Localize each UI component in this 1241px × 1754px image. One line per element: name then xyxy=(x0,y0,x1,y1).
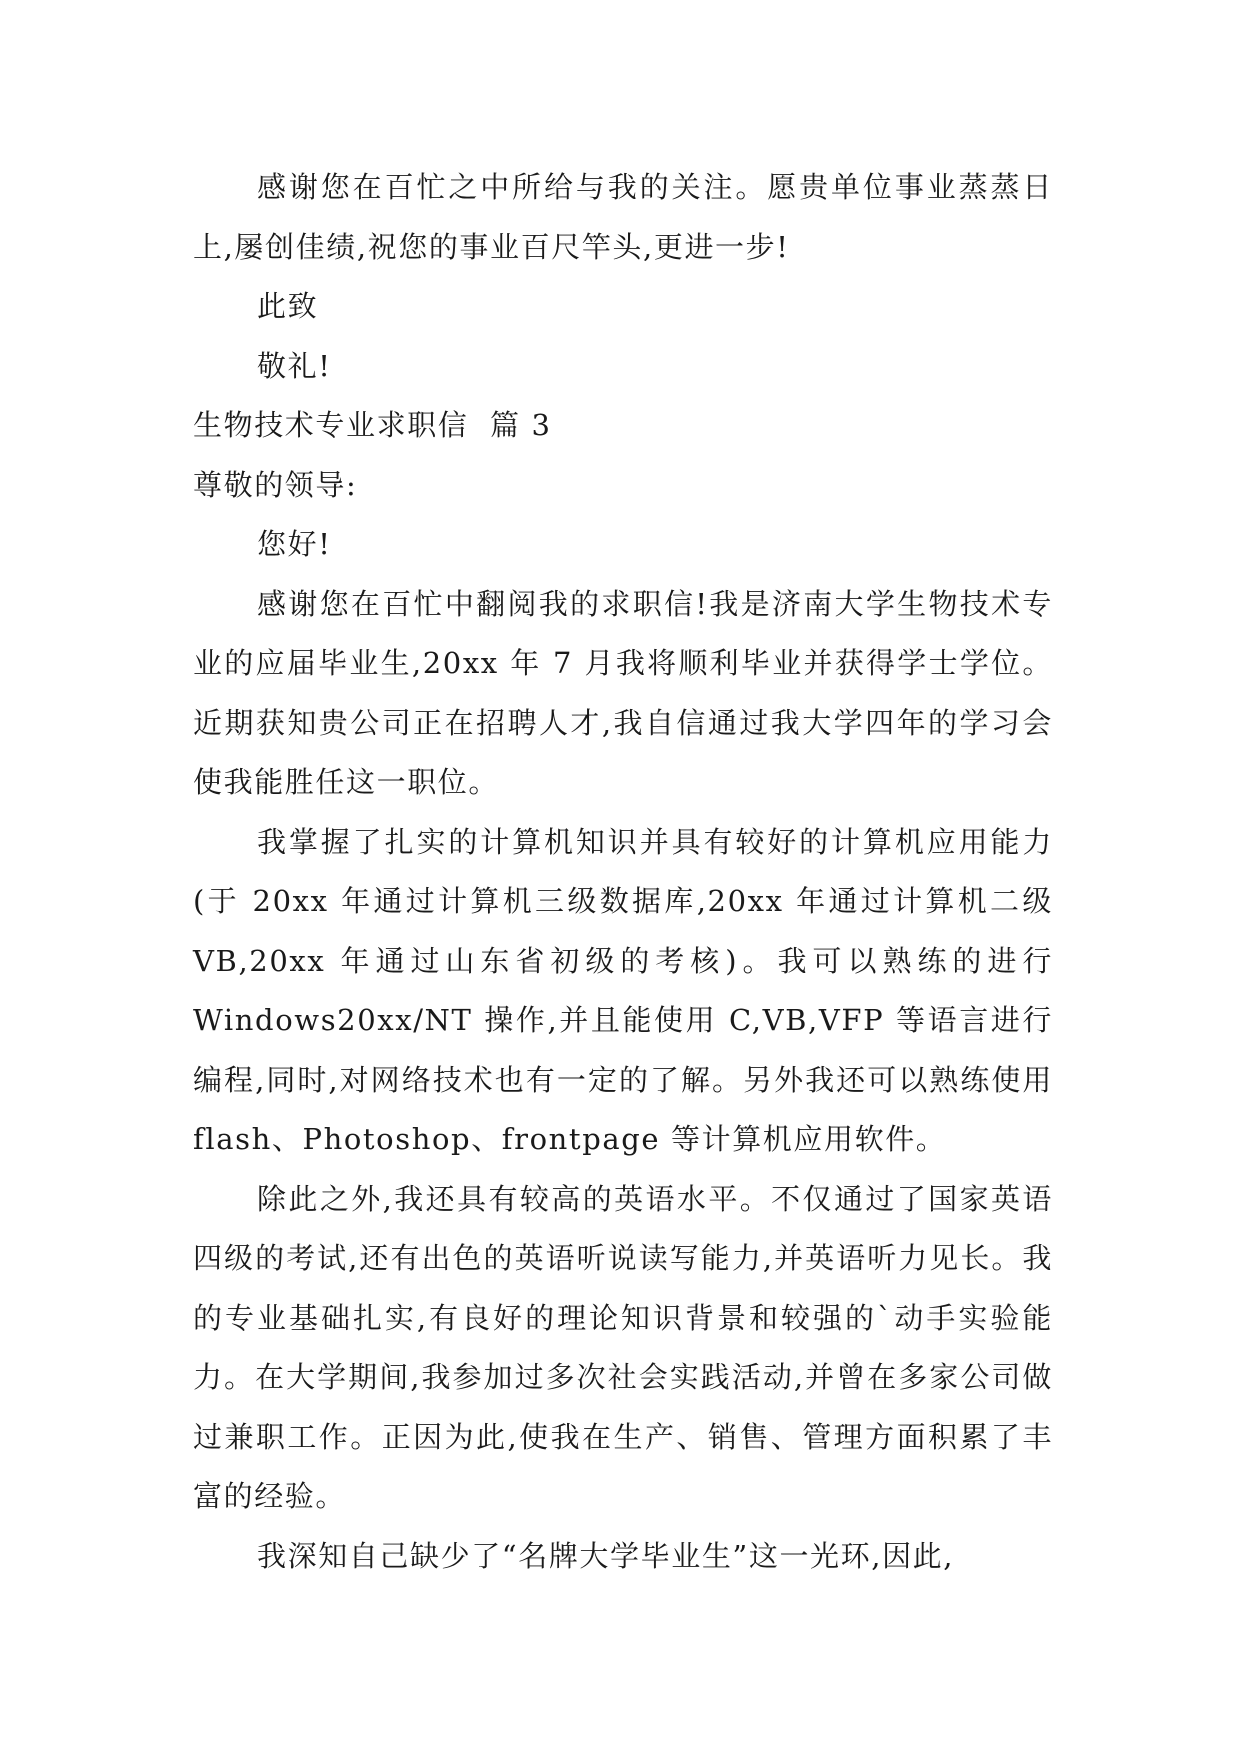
letter-body xyxy=(193,158,1053,1586)
computer-skills-paragraph: 我掌握了扎实的计算机知识并具有较好的计算机应用能力(于 20xx 年通过计算机三级数据库,20xx 年通过计算机二级 VB,20xx 年通过山东省初级的考核)。我可以熟练的进行 Windows20xx/NT 操作,并且能使用 C,VB,VFP 等语言进行编程,同时,对网络技术也有一定的了解。另外我还可以熟练使用 flash、Photoshop、frontpage 等计算机应用软件。 xyxy=(193,824,1053,1156)
recipient-line: 尊敬的领导: xyxy=(193,467,358,502)
salutation-line: 此致 xyxy=(257,289,319,323)
regards-line: 敬礼! xyxy=(257,348,332,383)
english-skills-paragraph: 除此之外,我还具有较高的英语水平。不仅通过了国家英语四级的考试,还有出色的英语听说读写能力,并英语听力见长。我的专业基础扎实,有良好的理论知识背景和较强的`动手实验能力。在大学期间,我参加过多次社会实践活动,并曾在多家公司做过兼职工作。正因为此,使我在生产、销售、管理方面积累了丰富的经验。 xyxy=(193,1181,1053,1513)
closing-paragraph: 感谢您在百忙之中所给与我的关注。愿贵单位事业蒸蒸日上,屡创佳绩,祝您的事业百尺竿头,更进一步! xyxy=(193,170,1053,264)
final-paragraph: 我深知自己缺少了“名牌大学毕业生”这一光环,因此, xyxy=(257,1538,955,1573)
intro-paragraph: 感谢您在百忙中翻阅我的求职信!我是济南大学生物技术专业的应届毕业生,20xx 年 7 月我将顺利毕业并获得学士学位。近期获知贵公司正在招聘人才,我自信通过我大学四年的学习会使我能胜任这一职位。 xyxy=(193,586,1053,799)
greeting-line: 您好! xyxy=(257,527,332,561)
section-heading: 生物技术专业求职信 篇 3 xyxy=(193,408,552,442)
